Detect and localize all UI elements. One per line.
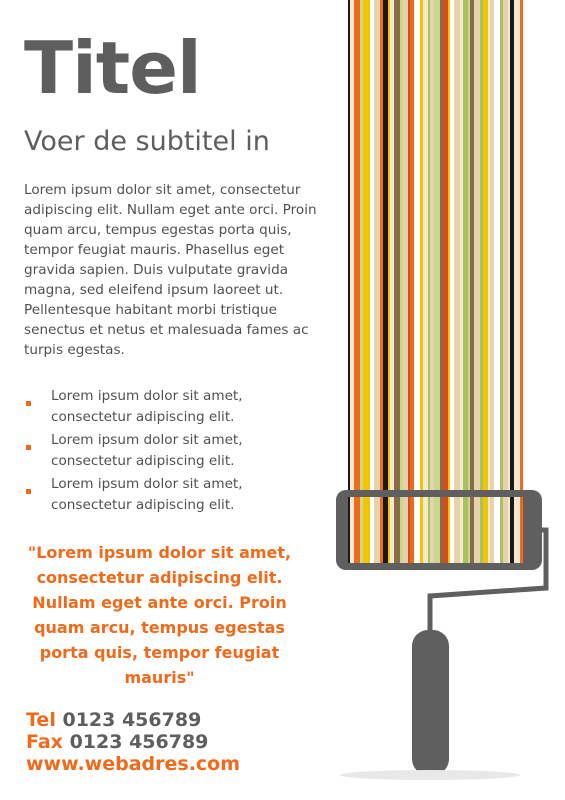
paint-stripe xyxy=(363,0,368,500)
pull-quote: "Lorem ipsum dolor sit amet, consectetur adipiscing elit. Nullam eget ante orci. Proin quam arcu, tempus egestas porta quis, tempor feugiat mauris" xyxy=(27,543,292,687)
paint-stripe xyxy=(490,0,494,500)
roller-stripe xyxy=(348,497,350,563)
paint-stripe xyxy=(434,0,440,500)
contact-block xyxy=(26,709,240,775)
page-subtitle: Voer de subtitel in xyxy=(24,126,270,157)
roller-stripe xyxy=(410,497,414,563)
roller-stripes xyxy=(348,497,523,563)
roller-stripe xyxy=(394,497,400,563)
roller-stripe xyxy=(423,497,428,563)
roller-stripe xyxy=(474,497,480,563)
tel-row xyxy=(26,709,240,731)
paint-roller-icon xyxy=(320,0,565,800)
paint-stripe xyxy=(500,0,503,500)
paint-stripe xyxy=(383,0,388,500)
roller-stripe xyxy=(500,497,503,563)
paint-stripe xyxy=(374,0,380,500)
bullet-line-1: Lorem ipsum dolor sit amet, xyxy=(51,388,243,404)
paint-stripe xyxy=(348,0,350,500)
bullet-item xyxy=(24,474,324,516)
bullet-line-1: Lorem ipsum dolor sit amet, xyxy=(51,476,243,492)
paint-stripe xyxy=(390,0,394,500)
website-link[interactable]: www.webadres.com xyxy=(26,753,241,775)
roller-stripe xyxy=(408,497,410,563)
bullet-item xyxy=(24,386,324,428)
roller-stripe xyxy=(374,497,380,563)
roller-stripe xyxy=(360,497,363,563)
roller-stripe xyxy=(443,497,448,563)
roller-handle xyxy=(412,630,449,775)
paint-stripe xyxy=(508,0,510,500)
body-paragraph: Lorem ipsum dolor sit amet, consectetur adipiscing elit. Nullam eget ante orci. Proin quam arcu, tempus egestas porta quis, tempor feugiat mauris. Phasellus eget gravida sapien. Duis vulputate gravida magna, sed eleifend ipsum laoreet ut. Pellentesque habitant morbi tristique senectus et netus et malesuada fames ac turpis egestas. xyxy=(24,182,317,358)
paint-stripe xyxy=(370,0,374,500)
paint-stripe xyxy=(408,0,410,500)
roller-shadow xyxy=(340,770,520,780)
roller-stripe xyxy=(370,497,374,563)
paint-stripe xyxy=(430,0,434,500)
roller-stripe xyxy=(454,497,460,563)
roller-stripe xyxy=(420,497,423,563)
roller-stripe xyxy=(383,497,388,563)
paint-stripe xyxy=(468,0,470,500)
roller-stripe xyxy=(460,497,463,563)
roller-stripe xyxy=(368,497,370,563)
page-title: Titel xyxy=(24,26,201,110)
bullet-list xyxy=(24,386,324,518)
paint-stripe xyxy=(423,0,428,500)
paint-stripe xyxy=(414,0,420,500)
paint-stripe xyxy=(503,0,508,500)
paint-stripe xyxy=(360,0,363,500)
paint-stripe xyxy=(388,0,390,500)
paint-stripe xyxy=(463,0,468,500)
roller-stripe xyxy=(434,497,440,563)
paint-stripe xyxy=(428,0,430,500)
paint-stripe xyxy=(520,0,523,500)
roller-stripe xyxy=(488,497,490,563)
paint-stripe xyxy=(494,0,500,500)
roller-stripe xyxy=(494,497,500,563)
paint-stripe xyxy=(350,0,354,500)
roller-stripe xyxy=(514,497,520,563)
paint-stripe xyxy=(454,0,460,500)
paint-stripe xyxy=(450,0,454,500)
roller-stripe xyxy=(503,497,508,563)
paint-stripe xyxy=(380,0,383,500)
paint-stripe xyxy=(400,0,403,500)
paint-stripe xyxy=(394,0,400,500)
roller-stripe xyxy=(390,497,394,563)
roller-stripe xyxy=(363,497,368,563)
paint-stripe xyxy=(440,0,443,500)
roller-stripe xyxy=(468,497,470,563)
roller-stripe xyxy=(388,497,390,563)
paint-stripe xyxy=(488,0,490,500)
bullet-line-2: consectetur adipiscing elit. xyxy=(51,497,235,513)
roller-stripe xyxy=(508,497,510,563)
roller-stripe xyxy=(483,497,488,563)
roller-cover xyxy=(336,490,542,570)
roller-stripe xyxy=(400,497,403,563)
fax-label: Fax xyxy=(26,731,63,753)
roller-stripe xyxy=(350,497,354,563)
bullet-item xyxy=(24,430,324,472)
square-bullet-icon xyxy=(26,401,31,406)
paint-stripe xyxy=(474,0,480,500)
fax-row xyxy=(26,731,240,753)
paint-stripe xyxy=(480,0,483,500)
roller-stripe xyxy=(430,497,434,563)
paint-stripe xyxy=(410,0,414,500)
tel-label: Tel xyxy=(26,709,56,731)
tel-value: 0123 456789 xyxy=(62,709,202,731)
paint-stripe xyxy=(448,0,450,500)
fax-value: 0123 456789 xyxy=(69,731,209,753)
roller-stripe xyxy=(354,497,360,563)
roller-stripe xyxy=(428,497,430,563)
roller-stripe xyxy=(520,497,523,563)
paint-stripe xyxy=(460,0,463,500)
paint-stripe xyxy=(420,0,423,500)
roller-stripe xyxy=(490,497,494,563)
bullet-line-2: consectetur adipiscing elit. xyxy=(51,409,235,425)
paint-stripe xyxy=(443,0,448,500)
roller-stripe xyxy=(470,497,474,563)
paint-stripe xyxy=(514,0,520,500)
roller-stripe xyxy=(480,497,483,563)
bullet-line-1: Lorem ipsum dolor sit amet, xyxy=(51,432,243,448)
bullet-line-2: consectetur adipiscing elit. xyxy=(51,453,235,469)
paint-stripe xyxy=(368,0,370,500)
square-bullet-icon xyxy=(26,489,31,494)
roller-stripe xyxy=(450,497,454,563)
paint-stripe xyxy=(354,0,360,500)
paint-stripe xyxy=(510,0,514,500)
paint-stripes xyxy=(348,0,523,500)
paint-stripe xyxy=(403,0,408,500)
square-bullet-icon xyxy=(26,445,31,450)
paint-stripe xyxy=(470,0,474,500)
roller-stripe xyxy=(380,497,383,563)
roller-stripe xyxy=(448,497,450,563)
roller-stripe xyxy=(403,497,408,563)
roller-stripe xyxy=(463,497,468,563)
paint-stripe xyxy=(483,0,488,500)
roller-stripe xyxy=(440,497,443,563)
roller-stripe xyxy=(510,497,514,563)
roller-stripe xyxy=(414,497,420,563)
